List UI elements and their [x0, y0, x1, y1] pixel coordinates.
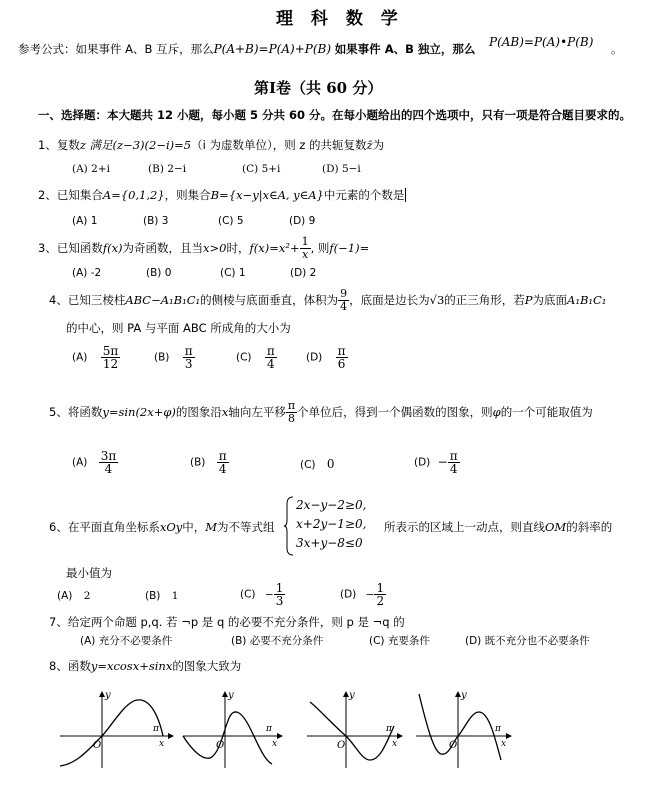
- question-6-stem-right: [384, 519, 612, 535]
- question-3-stem: [38, 236, 369, 261]
- page-title: 理 科 数 学: [276, 9, 404, 29]
- q3-ask: f(−1)=: [329, 241, 370, 255]
- q4-stem-d: 的正三角形，若: [444, 293, 525, 307]
- q4-vol-num: 9: [340, 287, 348, 300]
- q6-om: OM: [545, 520, 567, 534]
- q1-stem-c: （i 为虚数单位），则 z 的共轭复数: [191, 138, 367, 152]
- y-label: y: [105, 690, 111, 701]
- q4-line-2: 的中心，则 PA 与平面 ABC 所成角的大小为: [66, 321, 291, 335]
- q3-option-d[interactable]: (D) 2: [290, 267, 317, 279]
- q6-opt-c-label: (C): [240, 588, 256, 601]
- origin-label: O: [93, 740, 102, 751]
- y-label: y: [228, 690, 234, 701]
- pi-label: π: [153, 724, 159, 734]
- q4-opt-c-frac: [265, 345, 277, 370]
- q5-opt-d-den: 4: [449, 462, 458, 476]
- q8-graph-c[interactable]: [304, 688, 410, 770]
- q6-opt-d-label: (D): [340, 588, 357, 601]
- q4-opt-d-frac: [336, 345, 348, 370]
- q5-stem-e: 的一个可能取值为: [500, 405, 593, 419]
- question-2-stem: [38, 187, 406, 203]
- formula-middle: 如果事件 A、B 独立，那么: [334, 42, 476, 56]
- q1-equation: z 满足(z−3)(2−i)=5: [79, 138, 192, 152]
- q2-set-a: A={0,1,2}: [102, 188, 165, 202]
- y-label: y: [349, 690, 355, 701]
- q4-option-d[interactable]: [306, 345, 348, 370]
- q5-shift-den: 8: [288, 412, 296, 425]
- q4-opt-d-den: 6: [337, 357, 346, 371]
- question-5-stem: [49, 400, 593, 425]
- q6-option-b[interactable]: [145, 590, 178, 602]
- q4-option-b[interactable]: [154, 345, 195, 370]
- q5-opt-a-label: (A): [72, 456, 88, 469]
- q4-opt-b-den: 3: [184, 357, 193, 371]
- q3-fx: f(x): [102, 241, 123, 255]
- q6-opt-d-den: 2: [376, 594, 385, 608]
- q5-opt-d-frac: [448, 450, 460, 475]
- q6-opt-c-sign: −: [264, 588, 274, 601]
- q3-fraction: [300, 236, 311, 261]
- question-1-stem: [38, 137, 384, 153]
- q2-stem-b: ，则集合: [164, 188, 211, 202]
- q4-opt-c-den: 4: [267, 357, 275, 371]
- q4-stem-b: 的侧棱与底面垂直，体积为: [200, 293, 339, 307]
- q1-option-a[interactable]: (A) 2+i: [72, 163, 110, 175]
- q4-base: A₁B₁C₁: [567, 293, 607, 307]
- q2-option-d[interactable]: (D) 9: [289, 215, 316, 227]
- q1-stem-a: 1、复数: [38, 138, 80, 152]
- q6-option-c[interactable]: [240, 582, 285, 607]
- section-title: 第Ⅰ卷（共 60 分）: [254, 79, 383, 97]
- reference-formula-line: [18, 41, 475, 57]
- q5-opt-a-frac: [99, 450, 119, 475]
- q5-opt-b-frac: [217, 450, 229, 475]
- origin-label: O: [449, 740, 458, 751]
- q4-opt-c-label: (C): [236, 351, 252, 364]
- q4-side: √3: [429, 293, 445, 307]
- curve: [419, 694, 501, 760]
- q1-conjugate: z̄: [366, 138, 373, 152]
- q5-option-a[interactable]: [72, 450, 118, 475]
- q1-option-d[interactable]: (D) 5−i: [322, 163, 361, 175]
- q2-stem-c: 中元素的个数是: [323, 188, 405, 202]
- question-6-stem-left: [49, 519, 275, 535]
- q4-option-a[interactable]: [72, 345, 120, 370]
- q6-ineq-3: 3x+y−8≤0: [296, 536, 363, 550]
- q6-line-2: 最小值为: [66, 566, 112, 580]
- q6-xoy: xOy: [159, 520, 183, 534]
- question-8-stem: [49, 658, 241, 674]
- q8-graph-d[interactable]: [413, 688, 519, 770]
- q6-stem-b: 中，: [182, 520, 206, 534]
- q3-frac-den: x: [301, 248, 309, 261]
- formula-addition: P(A+B)=P(A)+P(B): [213, 42, 332, 56]
- formula-prefix: 参考公式：如果事件 A、B 互斥，那么: [18, 42, 214, 56]
- q4-stem-e: 为底面: [532, 293, 568, 307]
- q4-opt-b-label: (B): [154, 351, 170, 364]
- q4-opt-d-label: (D): [306, 351, 323, 364]
- q8-graph-b[interactable]: [180, 688, 290, 770]
- q5-shift-num: π: [287, 399, 296, 412]
- origin-label: O: [337, 740, 346, 751]
- pi-label: π: [386, 724, 392, 734]
- x-label: x: [159, 739, 165, 749]
- q5-x: x: [221, 405, 229, 419]
- q5-stem-d: 个单位后，得到一个偶函数的图象，则: [297, 405, 493, 419]
- q2-stem-a: 2、已知集合: [38, 188, 103, 202]
- q8-graph-a[interactable]: [55, 688, 181, 770]
- q6-ineq-2: x+2y−1≥0,: [296, 517, 367, 531]
- q6-m: M: [205, 520, 218, 534]
- q6-stem-a: 6、在平面直角坐标系: [49, 520, 160, 534]
- q5-opt-b-num: π: [218, 449, 227, 463]
- curve: [60, 700, 163, 766]
- q6-opt-b-value: 1: [171, 590, 179, 602]
- q6-inequality-system: [296, 496, 366, 553]
- question-4-stem: [49, 288, 606, 313]
- q3-stem-b: 为奇函数，且当: [122, 241, 204, 255]
- curve: [310, 702, 394, 760]
- q5-opt-c-value: 0: [326, 457, 335, 471]
- q7-option-d[interactable]: (D) 既不充分也不必要条件: [465, 635, 590, 647]
- q7-option-b[interactable]: (B) 必要不充分条件: [231, 635, 324, 647]
- q4-opt-a-num: 5π: [102, 344, 119, 358]
- q6-opt-c-den: 3: [275, 594, 284, 608]
- q6-opt-d-frac: [374, 582, 386, 607]
- q5-shift-fraction: [286, 400, 297, 425]
- q5-option-d[interactable]: [414, 450, 460, 475]
- q4-prism: ABC−A₁B₁C₁: [125, 293, 201, 307]
- q5-option-c[interactable]: [300, 457, 335, 471]
- q4-opt-c-num: π: [266, 344, 275, 358]
- q3-stem-c: 时，: [226, 241, 250, 255]
- q8-stem-a: 8、函数: [49, 659, 91, 673]
- q7-option-a[interactable]: (A) 充分不必要条件: [80, 635, 173, 647]
- q4-opt-a-label: (A): [72, 351, 88, 364]
- q2-option-c[interactable]: (C) 5: [218, 215, 244, 227]
- q6-option-a[interactable]: [57, 590, 90, 602]
- q4-opt-a-den: 12: [102, 357, 119, 371]
- q2-option-a[interactable]: (A) 1: [72, 215, 98, 227]
- q8-stem-b: 的图象大致为: [172, 659, 242, 673]
- q6-ineq-1: 2x−y−2≥0,: [296, 498, 367, 512]
- q6-stem-c: 为不等式组: [217, 520, 275, 534]
- q5-stem-a: 5、将函数: [49, 405, 103, 419]
- q5-opt-d-num: π: [449, 449, 458, 463]
- q6-opt-c-num: 1: [275, 581, 284, 595]
- q3-stem-a: 3、已知函数: [38, 241, 103, 255]
- q4-opt-a-frac: [101, 345, 121, 370]
- q6-opt-c-frac: [274, 582, 286, 607]
- q5-option-b[interactable]: [190, 450, 229, 475]
- q6-system-brace: [284, 496, 294, 556]
- q4-opt-d-num: π: [337, 344, 346, 358]
- q6-opt-d-sign: −: [365, 588, 375, 601]
- q6-opt-b-label: (B): [145, 590, 161, 602]
- q6-option-d[interactable]: [340, 582, 386, 607]
- q4-opt-b-frac: [183, 345, 195, 370]
- q1-option-c[interactable]: (C) 5+i: [242, 163, 281, 175]
- y-label: y: [461, 690, 467, 701]
- pi-label: π: [266, 724, 272, 734]
- formula-product: P(AB)=P(A)•P(B): [489, 35, 594, 49]
- q1-stem-e: 为: [372, 138, 385, 152]
- q4-volume-fraction: [338, 288, 349, 313]
- formula-end: 。: [611, 42, 623, 56]
- q4-option-c[interactable]: [236, 345, 277, 370]
- q3-expression: f(x)=x²+: [249, 241, 300, 255]
- q6-opt-a-value: 2: [83, 590, 91, 602]
- q7-option-c[interactable]: (C) 充要条件: [369, 635, 430, 647]
- q5-stem-c: 轴向左平移: [228, 405, 286, 419]
- q4-opt-b-num: π: [184, 344, 193, 358]
- curve: [183, 712, 272, 764]
- q6-stem-d: 所表示的区域上一动点，则直线: [384, 520, 545, 534]
- q4-stem-a: 4、已知三棱柱: [49, 293, 126, 307]
- q5-opt-b-den: 4: [218, 462, 227, 476]
- q4-stem-c: ，底面是边长为: [349, 293, 430, 307]
- q5-opt-a-den: 4: [104, 462, 113, 476]
- q5-phi: φ: [492, 405, 501, 419]
- question-7-stem: 7、给定两个命题 p,q. 若 ¬p 是 q 的必要不充分条件，则 p 是 ¬q 的: [49, 615, 405, 629]
- q5-opt-d-sign: −: [437, 454, 448, 469]
- q6-opt-a-label: (A): [57, 590, 73, 602]
- q6-opt-d-num: 1: [376, 581, 385, 595]
- q2-option-b[interactable]: (B) 3: [143, 215, 169, 227]
- q4-p: P: [524, 293, 533, 307]
- q3-condition: x>0: [203, 241, 227, 255]
- q3-stem-d: , 则: [310, 241, 330, 255]
- origin-label: O: [216, 740, 225, 751]
- q5-opt-d-label: (D): [414, 456, 431, 469]
- q5-opt-c-label: (C): [300, 459, 316, 471]
- pi-label: π: [495, 724, 501, 734]
- q5-opt-b-label: (B): [190, 456, 206, 469]
- q1-option-b[interactable]: (B) 2−i: [148, 163, 187, 175]
- q8-func: y=xcosx+sinx: [90, 659, 173, 673]
- q3-option-a[interactable]: (A) -2: [72, 267, 102, 279]
- q3-option-b[interactable]: (B) 0: [146, 267, 172, 279]
- q2-set-b: B={x−y|x∈A, y∈A}: [210, 188, 324, 202]
- x-label: x: [392, 739, 398, 749]
- q3-option-c[interactable]: (C) 1: [220, 267, 246, 279]
- q5-func: y=sin(2x+φ): [102, 405, 176, 419]
- q6-stem-e: 的斜率的: [566, 520, 613, 534]
- q4-vol-den: 4: [340, 300, 348, 313]
- q3-frac-num: 1: [301, 235, 309, 248]
- x-label: x: [501, 739, 507, 749]
- x-label: x: [272, 739, 278, 749]
- section-instruction: 一、选择题：本大题共 12 小题，每小题 5 分共 60 分。在每小题给出的四个选项中，只有一项是符合题目要求的。: [38, 108, 632, 122]
- q5-opt-a-num: 3π: [100, 449, 117, 463]
- q5-stem-b: 的图象沿: [175, 405, 222, 419]
